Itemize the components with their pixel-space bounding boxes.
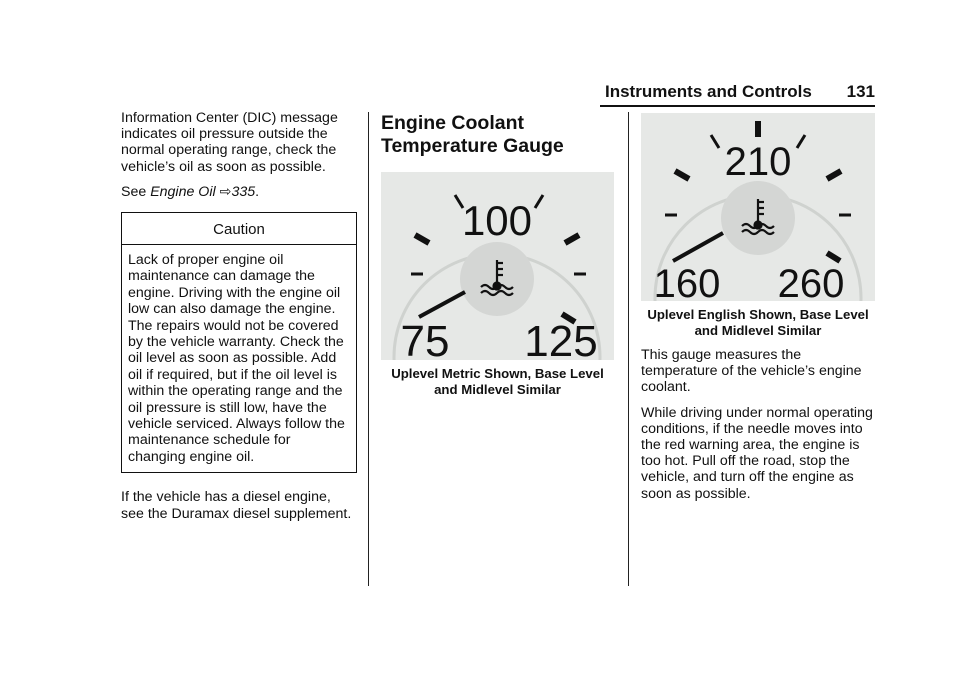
see-suffix: . (255, 183, 260, 200)
caution-title: Caution (122, 213, 356, 245)
section-heading (381, 112, 614, 158)
gauge-label-mid: 100 (461, 197, 533, 244)
column-divider-right (628, 112, 629, 586)
diesel-paragraph: If the vehicle has a diesel engine, see the Duramax diesel supplement. (121, 489, 352, 522)
heading-line-2: Temperature Gauge (381, 135, 564, 157)
gauge-label-high: 260 (777, 262, 845, 301)
column-1 (121, 110, 357, 531)
english-gauge-caption: Uplevel English Shown, Base Level and Midlevel Similar (647, 307, 869, 338)
english-gauge-illustration (641, 113, 875, 301)
column-2 (381, 110, 614, 398)
gauge-purpose-paragraph: This gauge measures the temperature of the vehicle’s engine coolant. (641, 347, 862, 396)
engine-oil-page-ref[interactable]: 335 (231, 183, 256, 200)
gauge-label-low: 75 (400, 317, 450, 360)
see-reference (121, 184, 357, 200)
section-title: Instruments and Controls (605, 82, 812, 101)
page-ref-arrow-icon: ⇨ (219, 183, 232, 200)
engine-oil-link[interactable]: Engine Oil (150, 183, 216, 200)
metric-gauge-illustration (381, 172, 614, 360)
see-prefix: See (121, 183, 151, 200)
caution-box (121, 212, 357, 473)
overheat-paragraph: While driving under normal operating conditions, if the needle moves into the red warning area, the engine is too hot. Pull off the road, stop the vehicle, and turn off the engine as soon as possible. (641, 404, 873, 502)
gauge-label-high: 125 (524, 317, 598, 360)
caution-body: Lack of proper engine oil maintenance can damage the engine. Driving with the engine oil low can also damage the engine. The repairs would not be covered by the vehicle warranty. Check the oil level as soon as possible. Add oil if required, but if the oil level is within the operating range and the oil pressure is still low, have the vehicle serviced. Always follow the maintenance schedule for changing engine oil. (128, 252, 345, 465)
column-divider-left (368, 112, 369, 586)
column-3 (641, 110, 875, 511)
metric-gauge-caption: Uplevel Metric Shown, Base Level and Midlevel Similar (391, 366, 604, 397)
oil-pressure-paragraph: Information Center (DIC) message indicates oil pressure outside the normal operating range, check the vehicle’s oil as soon as possible. (121, 110, 338, 175)
gauge-label-low: 160 (653, 262, 721, 301)
header-rule (600, 105, 875, 107)
page-number: 131 (846, 82, 875, 101)
gauge-label-mid: 210 (724, 140, 792, 184)
heading-line-1: Engine Coolant (381, 112, 524, 134)
